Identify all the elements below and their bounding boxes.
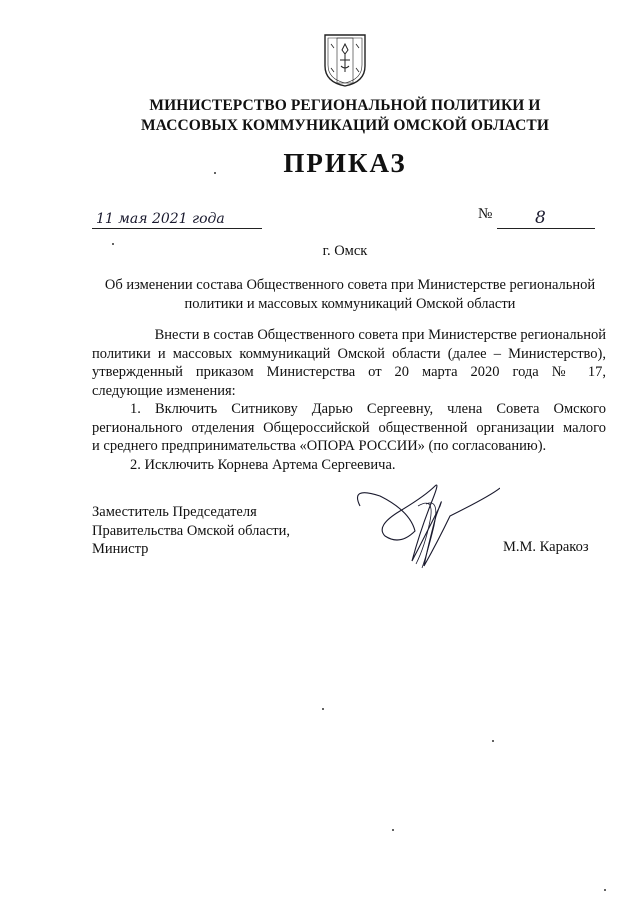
- order-title: ПРИКАЗ: [283, 148, 407, 178]
- date-field: [92, 208, 262, 229]
- item1-line2: регионального отделения Общероссийской общественной организации малого: [92, 419, 606, 436]
- item1-line1: 1. Включить Ситникову Дарью Сергеевну, члена Совета Омского: [130, 401, 606, 417]
- number-label: №: [478, 206, 493, 222]
- item2: 2. Исключить Корнева Артема Сергеевича.: [130, 456, 396, 473]
- position-line3: Министр: [92, 541, 149, 557]
- handwritten-signature-icon: [340, 476, 500, 576]
- number-handwritten: 8: [535, 208, 546, 228]
- intro-line2: политики и массовых коммуникаций Омской области (далее – Министерство),: [92, 345, 606, 362]
- scan-speck: [112, 243, 114, 245]
- date-handwritten: 11 мая 2021 года: [96, 211, 225, 227]
- scan-speck: [214, 172, 216, 174]
- intro-line1: Внести в состав Общественного совета при Министерстве региональной: [154, 327, 606, 343]
- order-subject: [88, 276, 612, 314]
- subject-line2: политики и массовых коммуникаций Омской области: [184, 296, 516, 312]
- number-field: [497, 208, 595, 229]
- intro-line3: утвержденный приказом Министерства от 20 марта 2020 года № 17,: [92, 364, 606, 380]
- signatory-name: М.М. Каракоз: [503, 539, 589, 555]
- omsk-coat-of-arms-icon: [322, 32, 368, 88]
- scan-speck: [492, 740, 494, 742]
- item1-line3: и среднего предпринимательства «ОПОРА РОССИИ» (по согласованию).: [92, 438, 547, 454]
- scan-speck: [322, 708, 324, 710]
- position-line2: Правительства Омской области,: [92, 522, 290, 539]
- position-line1: Заместитель Председателя: [92, 504, 257, 520]
- subject-line1: Об изменении состава Общественного совета при Министерстве региональной: [104, 277, 596, 293]
- intro-line4: следующие изменения:: [92, 382, 236, 399]
- signatory-position: [92, 503, 290, 559]
- scan-speck: [604, 889, 606, 891]
- ministry-name-line2: МАССОВЫХ КОММУНИКАЦИЙ ОМСКОЙ ОБЛАСТИ: [140, 117, 550, 134]
- ministry-name-line1: МИНИСТЕРСТВО РЕГИОНАЛЬНОЙ ПОЛИТИКИ И: [149, 97, 541, 114]
- city: г. Омск: [322, 243, 368, 259]
- scan-speck: [392, 829, 394, 831]
- order-body: [92, 326, 606, 474]
